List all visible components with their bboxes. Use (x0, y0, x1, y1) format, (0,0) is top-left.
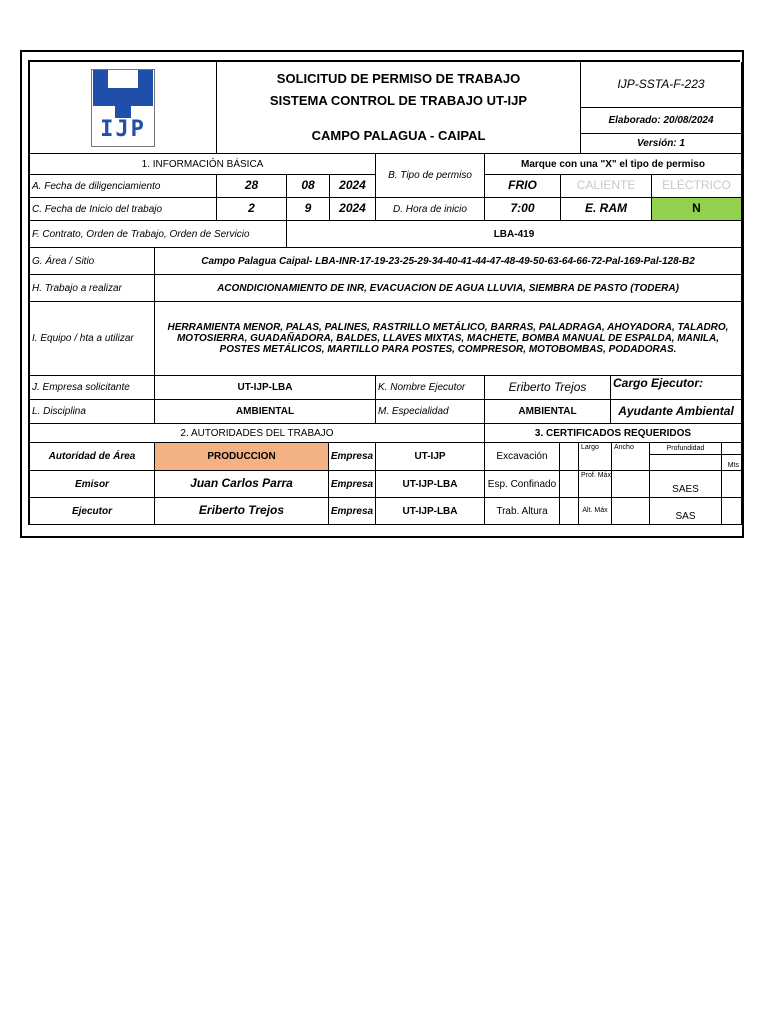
fecha-dilig-day: 28 (217, 175, 287, 198)
cargo-value: Ayudante Ambiental (611, 400, 742, 424)
ejecutor-name: Eriberto Trejos (155, 498, 329, 525)
cert-profundidad: Profundidad (650, 443, 722, 455)
autoridad-empresa: UT-IJP (376, 443, 485, 471)
marque-label: Marque con una "X" el tipo de permiso (485, 154, 742, 175)
tipo-frio[interactable]: FRIO (485, 175, 561, 198)
cert-prof-max: Prof. Máx (579, 471, 612, 498)
ejecutor-value: Eriberto Trejos (485, 376, 611, 400)
cert-profundidad-value (650, 455, 722, 471)
form-code: IJP-SSTA-F-223 (581, 62, 742, 108)
disciplina-label: L. Disciplina (30, 400, 155, 424)
ejecutor-role: Ejecutor (30, 498, 155, 525)
cert-saes-check[interactable] (722, 471, 742, 498)
emisor-role: Emisor (30, 471, 155, 498)
section2-title: 2. AUTORIDADES DEL TRABAJO (30, 424, 485, 443)
title-line-3: CAMPO PALAGUA - CAIPAL (311, 127, 486, 143)
fecha-dilig-label: A. Fecha de diligenciamiento (30, 175, 217, 198)
trabajo-value: ACONDICIONAMIENTO DE INR, EVACUACION DE AGUA LLUVIA, SIEMBRA DE PASTO (TODERA) (155, 275, 742, 302)
fecha-inicio-day: 2 (217, 198, 287, 221)
cert-sas: SAS (650, 498, 722, 525)
fecha-dilig-month: 08 (287, 175, 330, 198)
ejecutor-empresa-label: Empresa (329, 498, 376, 525)
area-label: G. Área / Sitio (30, 248, 155, 275)
cert-blank-top (722, 443, 742, 455)
tipo-permiso-label: B. Tipo de permiso (376, 154, 485, 198)
cert-sas-check[interactable] (722, 498, 742, 525)
logo-cell (30, 62, 217, 154)
autoridad-empresa-label: Empresa (329, 443, 376, 471)
cert-prof-max-value (612, 471, 650, 498)
elaborado-date: Elaborado: 20/08/2024 (581, 108, 742, 134)
cert-excavacion: Excavación (485, 443, 560, 471)
empresa-label: J. Empresa solicitante (30, 376, 155, 400)
title-line-1: SOLICITUD DE PERMISO DE TRABAJO (276, 71, 521, 87)
cert-saes: SAES (650, 471, 722, 498)
disciplina-value: AMBIENTAL (155, 400, 376, 424)
cert-ancho: Ancho (612, 443, 650, 471)
ijp-logo-text: IJP (100, 116, 146, 142)
permit-form (28, 60, 740, 525)
section1-title: 1. INFORMACIÓN BÁSICA (30, 154, 376, 175)
autoridad-name: PRODUCCION (155, 443, 329, 471)
cargo-label: Cargo Ejecutor: (611, 376, 742, 400)
eram-value: N (652, 198, 742, 221)
especialidad-value: AMBIENTAL (485, 400, 611, 424)
trabajo-label: H. Trabajo a realizar (30, 275, 155, 302)
cert-esp-confinado-check[interactable] (560, 471, 579, 498)
equipo-label: I. Equipo / hta a utilizar (30, 302, 155, 376)
ejecutor-label: K. Nombre Ejecutor (376, 376, 485, 400)
contrato-value: LBA-419 (287, 221, 742, 248)
eram-label: E. RAM (561, 198, 652, 221)
tipo-electrico[interactable]: ELÉCTRICO (652, 175, 742, 198)
fecha-inicio-month: 9 (287, 198, 330, 221)
title-line-2: SISTEMA CONTROL DE TRABAJO UT-IJP (269, 93, 528, 109)
emisor-empresa-label: Empresa (329, 471, 376, 498)
fecha-inicio-year: 2024 (330, 198, 376, 221)
emisor-empresa: UT-IJP-LBA (376, 471, 485, 498)
autoridad-role: Autoridad de Área (30, 443, 155, 471)
contrato-label: F. Contrato, Orden de Trabajo, Orden de Servicio (30, 221, 287, 248)
ijp-logo-icon (93, 70, 153, 118)
hora-value: 7:00 (485, 198, 561, 221)
especialidad-label: M. Especialidad (376, 400, 485, 424)
cert-esp-confinado: Esp. Confinado (485, 471, 560, 498)
hora-label: D. Hora de inicio (376, 198, 485, 221)
tipo-caliente[interactable]: CALIENTE (561, 175, 652, 198)
section3-title: 3. CERTIFICADOS REQUERIDOS (485, 424, 742, 443)
cert-excavacion-check[interactable] (560, 443, 579, 471)
fecha-dilig-year: 2024 (330, 175, 376, 198)
equipo-value: HERRAMIENTA MENOR, PALAS, PALINES, RASTRILLO METÁLICO, BARRAS, PALADRAGA, AHOYADORA, TALADRO, MOTOSIERRA, GUADAÑADORA, BALDES, LLAVES MIXTAS, MACHETE, BOMBA MANUAL DE ESPALDA, MANILA, POSTES METÁLICOS, MARTILLO PARA POSTES, COMPRESOR, MOTOBOMBAS, PODADORAS. (155, 302, 742, 376)
area-value: Campo Palagua Caipal- LBA-INR-17-19-23-25-29-34-40-41-44-47-48-49-50-63-64-66-72-Pal-169-Pal-128-B2 (155, 248, 742, 275)
cert-trab-altura-check[interactable] (560, 498, 579, 525)
version: Versión: 1 (581, 134, 742, 154)
emisor-name: Juan Carlos Parra (155, 471, 329, 498)
ijp-logo (91, 69, 155, 147)
cert-mts: Mts (722, 455, 742, 471)
cert-alt-max: Alt. Máx (579, 498, 612, 525)
cert-largo: Largo (579, 443, 612, 471)
fecha-inicio-label: C. Fecha de Inicio del trabajo (30, 198, 217, 221)
ejecutor-empresa: UT-IJP-LBA (376, 498, 485, 525)
empresa-value: UT-IJP-LBA (155, 376, 376, 400)
cert-alt-max-value (612, 498, 650, 525)
title-cell (217, 62, 581, 154)
cert-trab-altura: Trab. Altura (485, 498, 560, 525)
